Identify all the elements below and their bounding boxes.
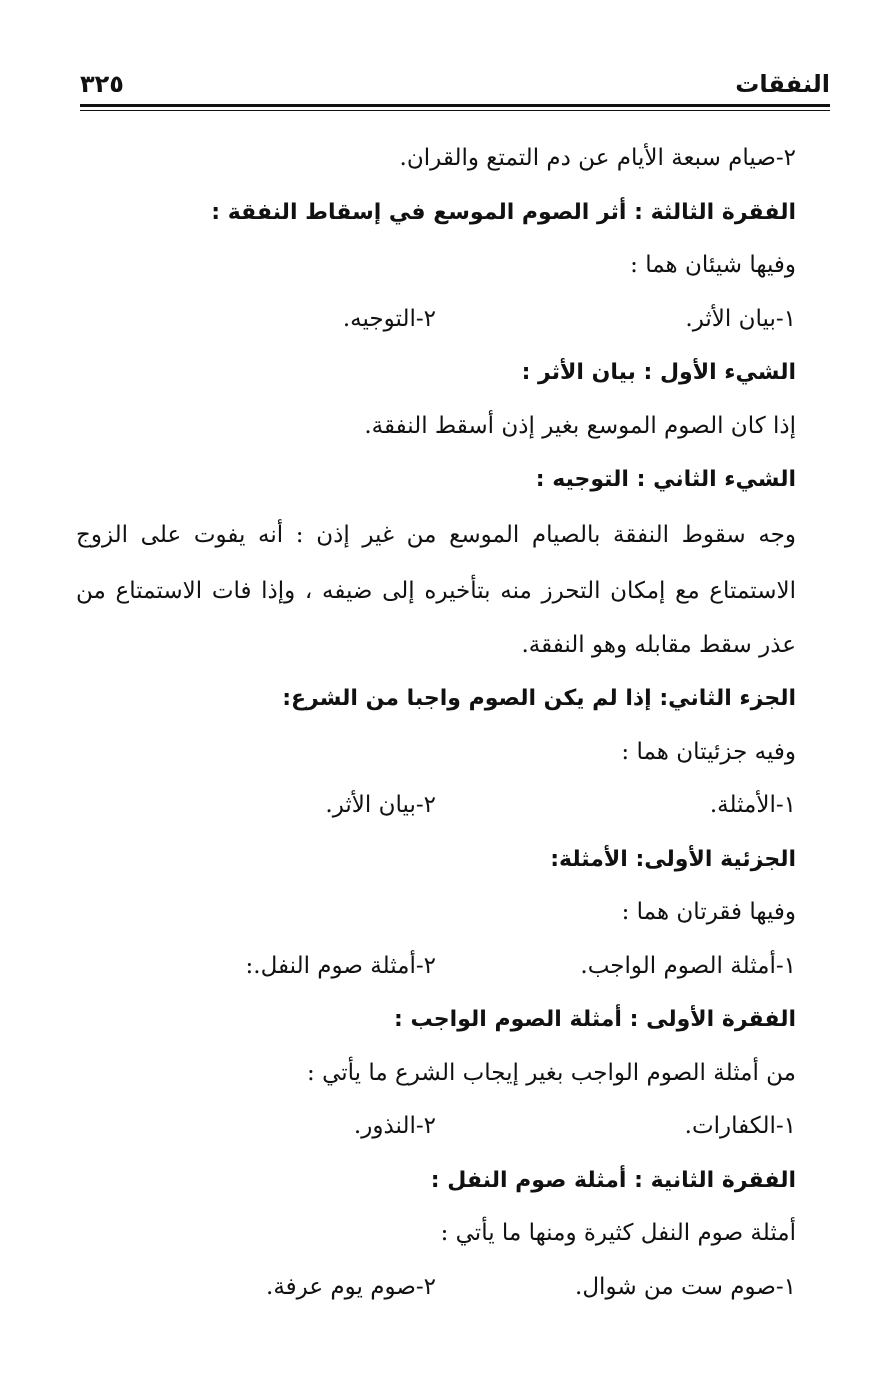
enumeration-line: [76, 779, 796, 833]
enumeration-item: ١-بيان الأثر.: [685, 305, 796, 332]
header-rule-thin: [80, 110, 830, 111]
page-number: ٣٢٥: [80, 70, 124, 98]
enumeration-item: ٢-بيان الأثر.: [325, 792, 436, 818]
body-line: إذا كان الصوم الموسع بغير إذن أسقط النفقة.: [364, 412, 796, 439]
body-line: ٢-صيام سبعة الأيام عن دم التمتع والقران.: [399, 145, 796, 171]
section-heading: الفقرة الثالثة : أثر الصوم الموسع في إسقاط النفقة :: [211, 199, 796, 225]
enumeration-line: [76, 1261, 796, 1315]
section-heading: الفقرة الثانية : أمثلة صوم النفل :: [430, 1167, 796, 1193]
enumeration-item: ١-الكفارات.: [684, 1113, 796, 1139]
enumeration-line: [76, 1100, 796, 1154]
enumeration-item: ١-أمثلة الصوم الواجب.: [580, 952, 796, 979]
page-body: [76, 132, 796, 1314]
body-line: أمثلة صوم النفل كثيرة ومنها ما يأتي :: [440, 1220, 796, 1246]
enumeration-item: ١-الأمثلة.: [709, 792, 796, 818]
header-rule-thick: [80, 104, 830, 107]
running-header: [80, 62, 830, 106]
chapter-title: النفقات: [735, 70, 830, 98]
enumeration-item: ٢-النذور.: [353, 1113, 436, 1139]
body-line: الاستمتاع مع إمكان التحرز منه بتأخيره إلى ضيفه ، وإذا فات الاستمتاع من: [76, 577, 796, 604]
section-heading: الجزئية الأولى: الأمثلة:: [550, 846, 796, 872]
body-line: وفيه جزئيتان هما :: [621, 738, 796, 765]
enumeration-line: [76, 940, 796, 994]
section-heading: الجزء الثاني: إذا لم يكن الصوم واجبا من الشرع:: [282, 686, 796, 711]
body-line: وفيها فقرتان هما :: [621, 899, 796, 925]
section-heading: الشيء الثاني : التوجيه :: [535, 467, 796, 492]
body-line: عذر سقط مقابله وهو النفقة.: [521, 631, 796, 658]
enumeration-item: ٢-صوم يوم عرفة.: [266, 1273, 436, 1300]
body-line: من أمثلة الصوم الواجب بغير إيجاب الشرع ما يأتي :: [307, 1059, 796, 1086]
enumeration-item: ٢-التوجيه.: [342, 305, 436, 332]
enumeration-line: [76, 293, 796, 347]
enumeration-item: ٢-أمثلة صوم النفل.:: [245, 952, 436, 979]
body-line: وجه سقوط النفقة بالصيام الموسع من غير إذن : أنه يفوت على الزوج: [76, 521, 796, 548]
section-heading: الفقرة الأولى : أمثلة الصوم الواجب :: [394, 1007, 796, 1032]
section-heading: الشيء الأول : بيان الأثر :: [521, 360, 796, 385]
body-line: وفيها شيئان هما :: [630, 252, 796, 278]
enumeration-item: ١-صوم ست من شوال.: [575, 1273, 796, 1300]
